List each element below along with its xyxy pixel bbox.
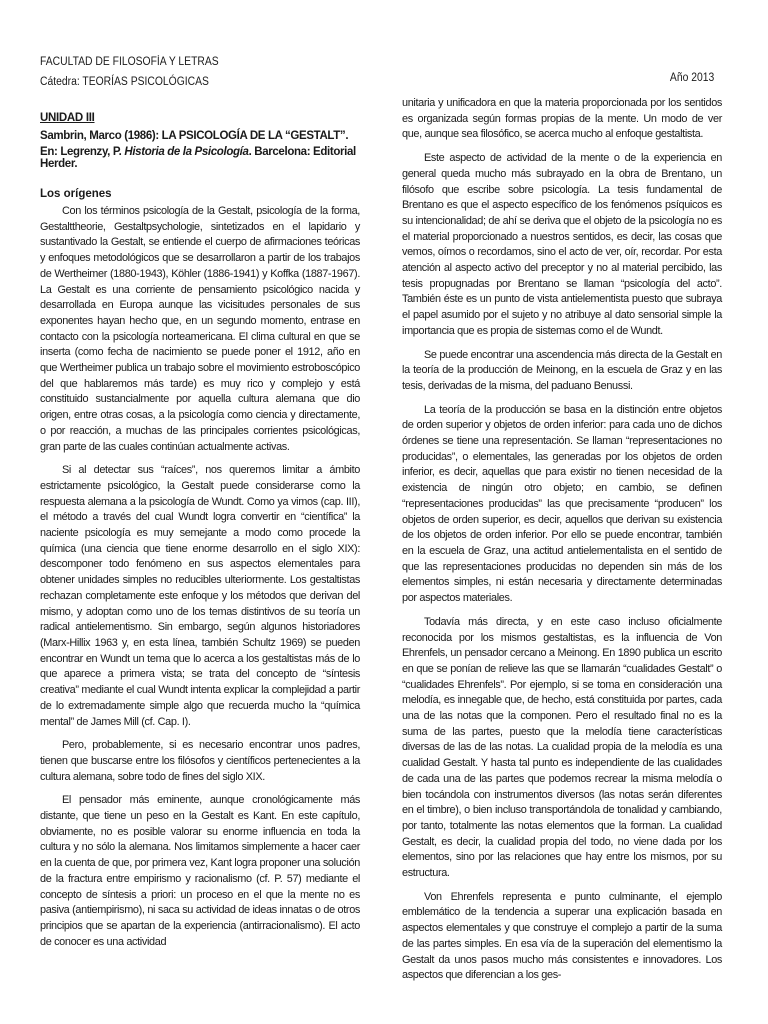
paragraph-left-3: Pero, probablemente, si es necesario encontrar unos padres, tienen que buscarse entre los filósofos y científicos pertenecientes a la cultura alemana, sobre todo de fines del siglo XIX. [40, 739, 360, 783]
section-title: Los orígenes [40, 188, 112, 200]
chair-name: Cátedra: TEORÍAS PSICOLÓGICAS [40, 76, 209, 88]
paragraph-right-5: Von Ehrenfels representa e punto culminante, el ejemplo emblemático de la tendencia a superar una explicación basada en aspectos elementales y que construye el complejo a partir de la suma de las partes simples. En esa vía de la superación del elementismo la Gestalt da unos pasos mucho más consistentes e innovadores. Los aspectos que diferencian a los ges- [402, 890, 722, 982]
paragraph-right-1: Este aspecto de actividad de la mente o de la experiencia en general queda mucho más subrayado en la obra de Brentano, un filósofo que escribe sobre psicología. La tesis fundamental de Brentano es que el aspecto específico de los fenómenos psíquicos es su intencionalidad; de ahí se deriva que el objeto de la psicología no es el material proporcionado a nuestros sentidos, es decir, las cosas que vemos, oímos o recordamos, sino el acto de ver, oír, recordar. Por esta atención al aspecto activo del preceptor y no al material percibido, las tesis propugnadas por Brentano se llaman “psicología del acto”. También éste es un punto de vista antielementista puesto que subraya el papel asumido por el sujeto y no atribuye al dato sensorial simple la importancia que es propia de sistemas como el de Wundt. [402, 152, 722, 337]
reference-line-1: Sambrin, Marco (1986): LA PSICOLOGÍA DE LA “GESTALT”. [40, 130, 349, 142]
unit-title: UNIDAD III [40, 112, 95, 124]
paragraph-right-0: unitaria y unificadora en que la materia proporcionada por los sentidos es organizada según formas propias de la mente. Un modo de ver que, aunque sea filosófico, se acerca mucho al enfoque gestaltista. [402, 97, 722, 141]
paragraph-left-1: Con los términos psicología de la Gestalt, psicología de la forma, Gestalttheorie, Gestaltpsychologie, sintetizados en el lapidario y sustantivado la Gestalt, se entiende el cuerpo de afirmaciones teóricas y enfoques metodológicos que se desarrollaron a partir de los trabajos de Wertheimer (1880-1943), Köhler (1886-1941) y Koffka (1887-1967). La Gestalt es una corriente de pensamiento psicológico nacida y desarrollada en Europa aunque las vicisitudes personales de sus exponentes hayan hecho que, en un segundo momento, entrase en contacto con la psicología norteamericana. El clima cultural en que se inserta (como fecha de nacimiento se puede poner el 1912, año en que Wertheimer publica un trabajo sobre el movimiento estroboscópico del que hablaremos más tarde) es muy rico y complejo y está constituido sustancialmente por aquella cultura alemana que dio origen, entre otras cosas, a la psicología como ciencia y directamente, o por reacción, a muchas de las principales corrientes psicológicas, gran parte de las cuales continúan actualmente activas. [40, 205, 360, 453]
left-column [40, 112, 360, 958]
reference-line-2 [40, 146, 360, 170]
ref-prefix: En: Legrenzy, P. [40, 146, 125, 158]
paragraph-right-2: Se puede encontrar una ascendencia más directa de la Gestalt en la teoría de la producción de Meinong, en la escuela de Graz y en las tesis, derivadas de la misma, del paduano Benussi. [402, 348, 722, 392]
year-label: Año 2013 [669, 72, 714, 84]
paragraph-right-4: Todavía más directa, y en este caso incluso oficialmente reconocida por los mismos gestaltistas, es la influencia de Von Ehrenfels, un pensador cercano a Meinong. En 1890 publica un escrito en que se ponían de relieve las que se llamarán “cualidades Gestalt” o “cualidades Ehrenfels”. Por ejemplo, si se toma en consideración una melodía, es innegable que, de hecho, está constituida por partes, cada una de las notas que la componen. Pero el resultado final no es la suma de las partes, puesto que la melodía tiene características diversas de las de las notas. La cualidad propia de la melodía es una cualidad Gestalt. Y hasta tal punto es independiente de las cualidades de cada una de las partes que podemos recrear la misma melodía o bien tocándola con instrumentos diversos (las notas serán diferentes en el timbre), o bien incluso transportándola de tonalidad y cambiando, por tanto, totalmente las notas elementos que la forman. La cualidad Gestalt, es decir, la cualidad propia del todo, no viene dada por los elementos, sino por las relaciones que hay entre los mismos, por su estructura. [402, 615, 722, 880]
faculty-name: FACULTAD DE FILOSOFÍA Y LETRAS [40, 56, 219, 68]
right-column [402, 96, 722, 992]
paragraph-left-2: Si al detectar sus “raíces”, nos queremos limitar a ámbito estrictamente psicológico, la Gestalt puede considerarse como la respuesta alemana a la psicología de Wundt. Como ya vimos (cap. III), el método a través del cual Wundt logra convertir en “científica” la naciente psicología es muy semejante a modo como procede la química (una ciencia que tiene enorme desarrollo en el siglo XIX): descomponer todo fenómeno en sus aspectos elementales para obtener unidades simples no reducibles ulteriormente. Los gestaltistas rechazan completamente este enfoque y los métodos que derivan del mismo, y adoptan como uno de los temas distintivos de su teoría un radical antielementismo. Sin embargo, según algunos historiadores (Marx-Hillix 1963 y, en esta línea, también Schultz 1969) se pueden encontrar en Wundt un tema que lo acerca a los gestaltistas más de lo que aparece a primera vista; se trata del concepto de “síntesis creativa” mediante el cual Wundt intenta explicar la complejidad a partir de lo extremadamente simple algo que recuerda mucho la “química mental” de James Mill (cf. Cap. I). [40, 464, 360, 728]
paragraph-left-4: El pensador más eminente, aunque cronológicamente más distante, que tiene un peso en la Gestalt es Kant. En este capítulo, obviamente, no es posible valorar su enorme influencia en toda la cultura y no sólo la alemana. Nos limitamos simplemente a hacer caer en la cuenta de que, por primera vez, Kant logra proponer una solución de la fractura entre empirismo y racionalismo (cf. P. 57) mediante el concepto de síntesis a priori: un proceso en el que la mente no es pasiva (antiempirismo), ni saca su actividad de ideas innatas o de otros principios que se apartan de la experiencia (antirracionalismo). El acto de conocer es una actividad [40, 794, 360, 948]
ref-suffix: . Barcelona: Editorial Herder. [40, 146, 356, 170]
paragraph-right-3: La teoría de la producción se basa en la distinción entre objetos de orden superior y objetos de orden inferior: para cada uno de dichos órdenes se tiene una representación. Se llaman “representaciones no producidas”, o elementales, las generadas por los objetos de orden inferior, es decir, aquellas que para existir no tienen necesidad de la existencia de ningún otro objeto; en cambio, se definen “representaciones producidas” las que precisamente “producen” los objetos de orden superior, es decir, aquellos que derivan su existencia de los objetos de orden inferior. Por ello se puede encontrar, también en la escuela de Graz, una actitud antielementalista en el sentido de que las representaciones producidas no dependen sin más de los elementos simples, ni están necesaria y directamente determinadas por aspectos materiales. [402, 403, 722, 605]
ref-book-title: Historia de la Psicología [124, 146, 249, 158]
page-header [40, 52, 219, 92]
